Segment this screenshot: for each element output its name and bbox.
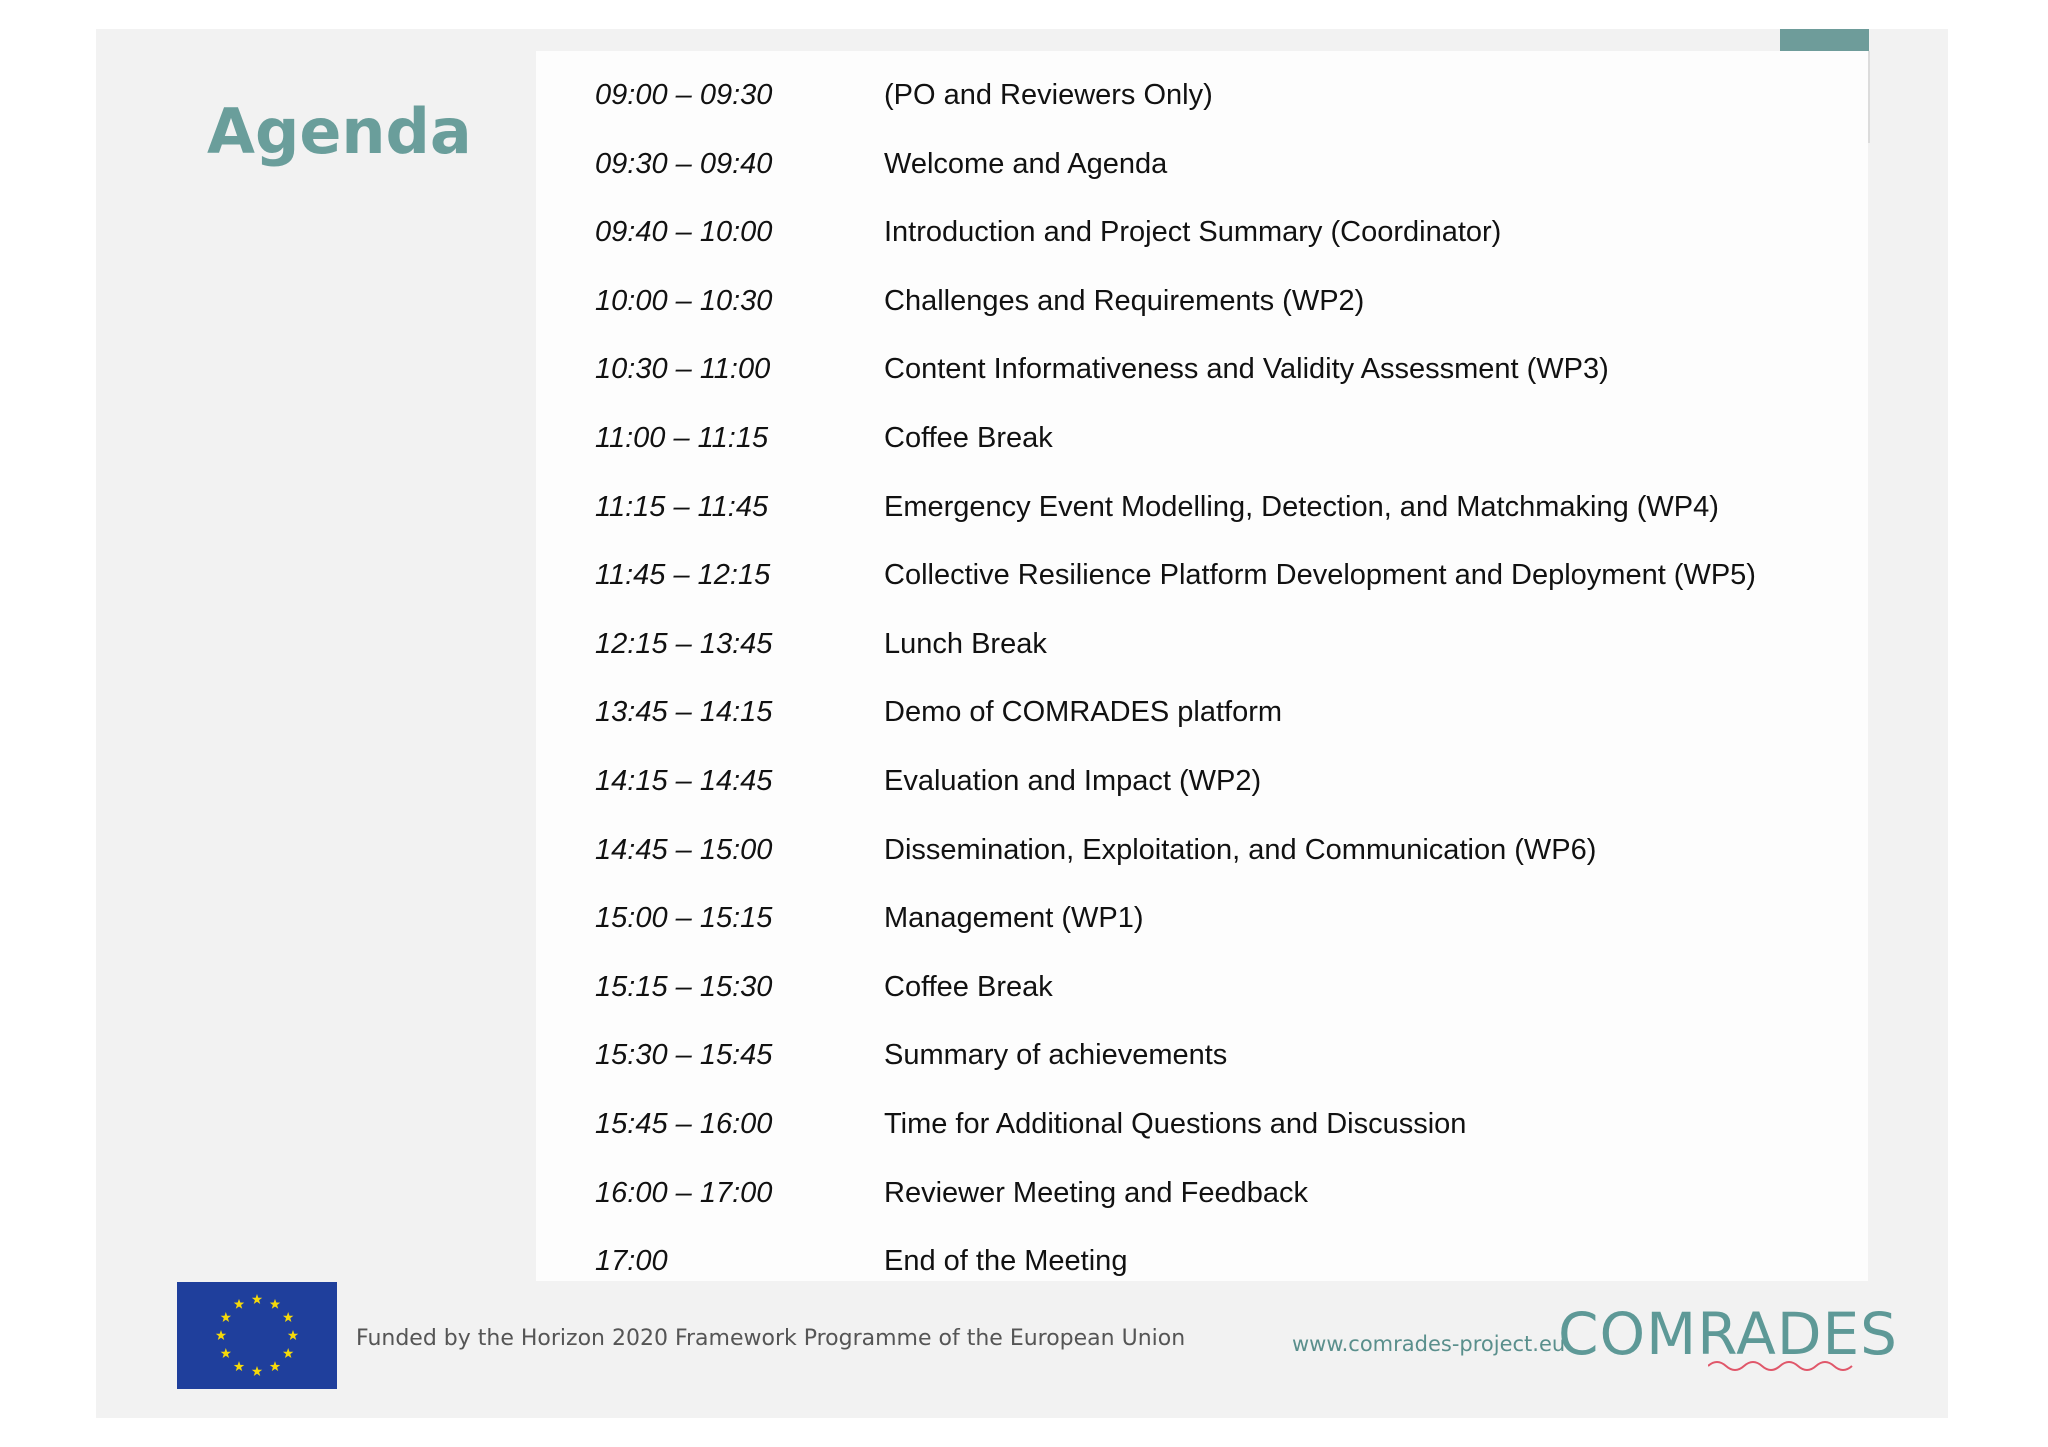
agenda-item: Collective Resilience Platform Development and Deployment (WP5) — [884, 559, 1756, 592]
flag-star — [270, 1299, 280, 1309]
flag-star — [216, 1330, 226, 1340]
agenda-item: Lunch Break — [884, 627, 1047, 660]
agenda-row — [536, 1163, 1868, 1231]
agenda-row — [536, 134, 1868, 202]
agenda-table — [536, 51, 1868, 1281]
flag-star — [252, 1294, 262, 1304]
agenda-row — [536, 751, 1868, 819]
agenda-time: 11:45 – 12:15 — [595, 559, 771, 592]
flag-star — [288, 1330, 298, 1340]
agenda-row — [536, 682, 1868, 750]
agenda-row — [536, 408, 1868, 476]
agenda-item: End of the Meeting — [884, 1245, 1128, 1278]
agenda-item: Content Informativeness and Validity Assessment (WP3) — [884, 353, 1609, 386]
agenda-item: Coffee Break — [884, 970, 1053, 1003]
agenda-row — [536, 614, 1868, 682]
agenda-item: Dissemination, Exploitation, and Communication (WP6) — [884, 833, 1597, 866]
agenda-time: 17:00 — [595, 1245, 668, 1278]
agenda-item: Reviewer Meeting and Feedback — [884, 1176, 1308, 1209]
flag-star — [270, 1361, 280, 1371]
agenda-item: Management (WP1) — [884, 902, 1144, 935]
flag-star — [234, 1299, 244, 1309]
agenda-item: Time for Additional Questions and Discussion — [884, 1108, 1467, 1140]
agenda-item: Demo of COMRADES platform — [884, 696, 1283, 729]
flag-star — [283, 1312, 293, 1322]
slide-title: Agenda — [207, 95, 472, 168]
agenda-row — [536, 957, 1868, 1025]
agenda-item: Evaluation and Impact (WP2) — [884, 765, 1262, 797]
agenda-time: 14:15 – 14:45 — [595, 765, 773, 797]
agenda-item: (PO and Reviewers Only) — [884, 79, 1213, 111]
agenda-row — [536, 1231, 1868, 1299]
agenda-row — [536, 339, 1868, 407]
agenda-row — [536, 888, 1868, 956]
flag-star — [252, 1366, 262, 1376]
flag-star — [221, 1348, 231, 1358]
agenda-time: 09:00 – 09:30 — [595, 79, 773, 111]
agenda-time: 10:30 – 11:00 — [595, 353, 771, 386]
logo-wave-icon — [1708, 1358, 1858, 1376]
agenda-row — [536, 545, 1868, 613]
agenda-time: 13:45 – 14:15 — [595, 696, 773, 729]
agenda-time: 10:00 – 10:30 — [595, 284, 773, 317]
agenda-row — [536, 65, 1868, 133]
agenda-item: Challenges and Requirements (WP2) — [884, 284, 1365, 317]
website-link[interactable]: www.comrades-project.eu — [1292, 1332, 1566, 1356]
agenda-time: 15:00 – 15:15 — [595, 902, 773, 935]
agenda-item: Welcome and Agenda — [884, 147, 1168, 180]
agenda-time: 15:45 – 16:00 — [595, 1108, 773, 1140]
agenda-item: Emergency Event Modelling, Detection, and Matchmaking (WP4) — [884, 490, 1719, 523]
agenda-row — [536, 1094, 1868, 1162]
comrades-logo — [1558, 1300, 1898, 1378]
agenda-time: 11:00 – 11:15 — [595, 422, 769, 454]
flag-star — [283, 1348, 293, 1358]
agenda-time: 11:15 – 11:45 — [595, 490, 769, 523]
funding-statement: Funded by the Horizon 2020 Framework Programme of the European Union — [356, 1326, 1186, 1351]
agenda-item: Summary of achievements — [884, 1039, 1228, 1072]
agenda-row — [536, 820, 1868, 888]
agenda-time: 16:00 – 17:00 — [595, 1176, 773, 1209]
agenda-row — [536, 202, 1868, 270]
agenda-row — [536, 477, 1868, 545]
logo-wordmark: COMRADES — [1558, 1300, 1898, 1368]
agenda-item: Coffee Break — [884, 422, 1053, 454]
accent-tab — [1780, 29, 1869, 51]
agenda-time: 12:15 – 13:45 — [595, 627, 773, 660]
agenda-time: 14:45 – 15:00 — [595, 833, 773, 866]
flag-star — [234, 1361, 244, 1371]
agenda-row — [536, 1025, 1868, 1093]
agenda-time: 09:40 – 10:00 — [595, 216, 773, 249]
eu-flag-icon — [177, 1282, 337, 1389]
agenda-item: Introduction and Project Summary (Coordinator) — [884, 216, 1502, 249]
agenda-time: 09:30 – 09:40 — [595, 147, 773, 180]
agenda-time: 15:30 – 15:45 — [595, 1039, 773, 1072]
agenda-time: 15:15 – 15:30 — [595, 970, 773, 1003]
agenda-row — [536, 271, 1868, 339]
flag-star — [221, 1312, 231, 1322]
